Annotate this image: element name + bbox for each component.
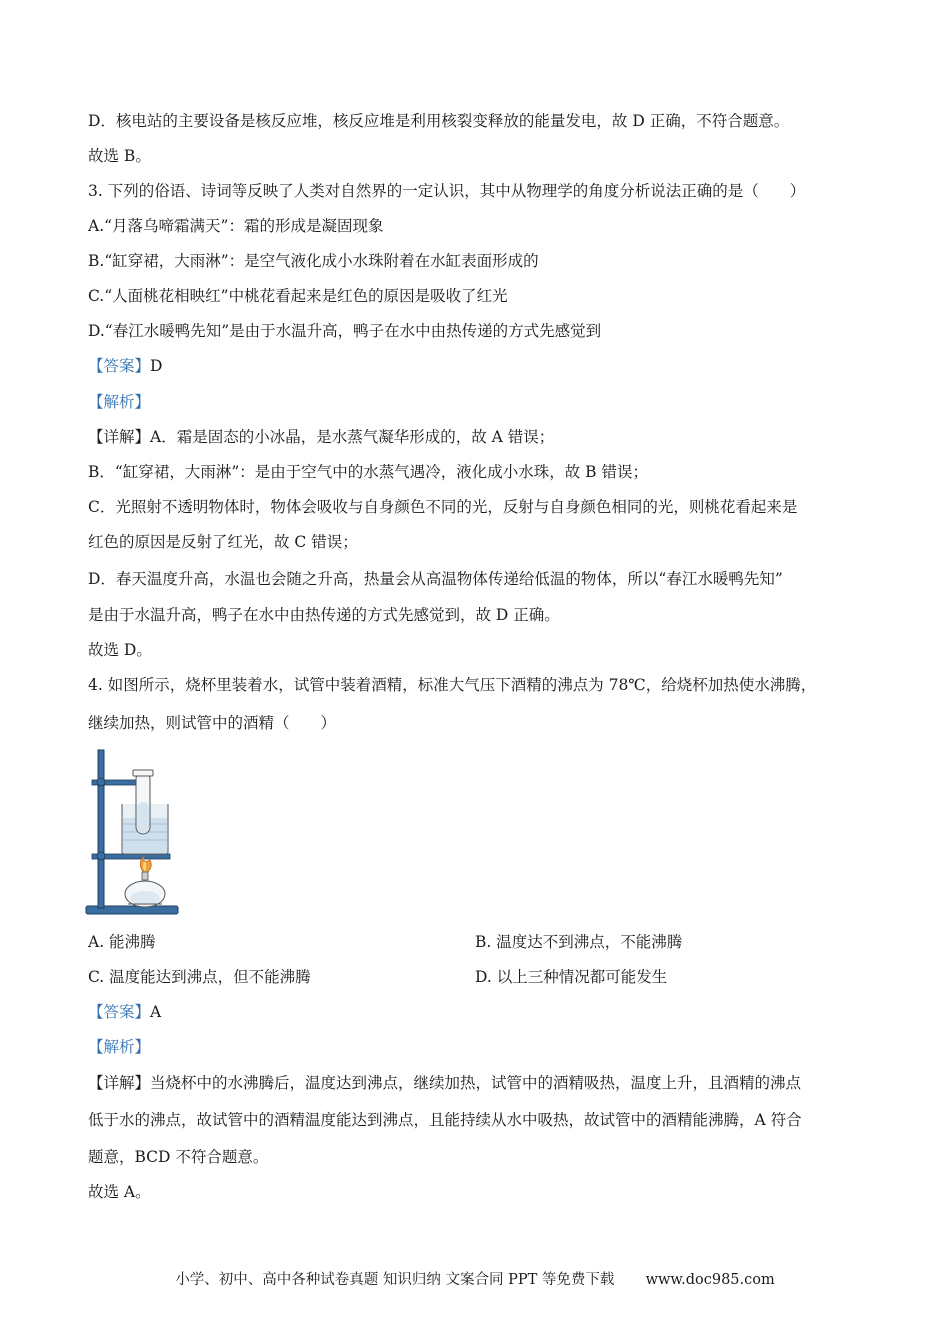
q3-choice: 故选 D。 — [88, 641, 152, 659]
answer-tag: 【答案】 — [88, 357, 151, 375]
q3-detail-line-4: 红色的原因是反射了红光，故 C 错误； — [88, 533, 358, 551]
q4-stem-line-1: 4. 如图所示，烧杯里装着水，试管中装着酒精，标准大气压下酒精的沸点为 78℃，给烧杯加热使水沸腾， — [88, 676, 817, 694]
q3-stem: 3. 下列的俗语、诗词等反映了人类对自然界的一定认识，其中从物理学的角度分析说法正确的是（ ） — [88, 182, 806, 200]
analysis-tag: 【解析】 — [88, 393, 151, 411]
q4-detail-text-1: 当烧杯中的水沸腾后，温度达到沸点，继续加热，试管中的酒精吸热，温度上升，且酒精的沸点 — [150, 1074, 802, 1092]
q2-choice: 故选 B。 — [88, 147, 151, 165]
detail-tag: 【详解】 — [88, 1074, 151, 1092]
q4-stem-line-2: 继续加热，则试管中的酒精（ ） — [88, 714, 337, 732]
q3-detail-line-2: B．“缸穿裙，大雨淋”：是由于空气中的水蒸气遇冷，液化成小水珠，故 B 错误； — [88, 463, 648, 481]
q4-option-c: C. 温度能达到沸点，但不能沸腾 — [88, 968, 311, 986]
q4-answer-line — [88, 1002, 161, 1022]
q3-detail-text-1: A．霜是固态的小冰晶，是水蒸气凝华形成的，故 A 错误； — [150, 428, 555, 446]
q3-detail-line-6: 是由于水温升高，鸭子在水中由热传递的方式先感觉到，故 D 正确。 — [88, 606, 560, 624]
q3-option-c: C.“人面桃花相映红”中桃花看起来是红色的原因是吸收了红光 — [88, 287, 508, 305]
q3-analysis-line — [88, 392, 150, 412]
q4-answer: A — [150, 1003, 162, 1021]
q4-option-b: B. 温度达不到沸点，不能沸腾 — [475, 933, 683, 951]
footer-text: 小学、初中、高中各种试卷真题 知识归纳 文案合同 PPT 等免费下载 — [175, 1272, 615, 1288]
q4-choice: 故选 A。 — [88, 1183, 151, 1201]
q3-option-d: D.“春江水暖鸭先知”是由于水温升高，鸭子在水中由热传递的方式先感觉到 — [88, 322, 602, 340]
q3-option-a: A.“月落乌啼霜满天”：霜的形成是凝固现象 — [88, 217, 384, 235]
page-footer — [0, 1270, 950, 1290]
analysis-tag: 【解析】 — [88, 1038, 151, 1056]
answer-tag: 【答案】 — [88, 1003, 151, 1021]
q4-detail-line-1 — [88, 1073, 801, 1093]
test-tube-alcohol — [137, 802, 149, 833]
detail-tag: 【详解】 — [88, 428, 151, 446]
q4-option-d: D. 以上三种情况都可能发生 — [475, 968, 668, 986]
q4-detail-line-3: 题意，BCD 不符合题意。 — [88, 1148, 269, 1166]
stand-pole — [98, 750, 104, 908]
q3-option-b: B.“缸穿裙，大雨淋”：是空气液化成小水珠附着在水缸表面形成的 — [88, 252, 539, 270]
q3-detail-line-1 — [88, 427, 554, 447]
beaker-test-tube-heating-figure — [84, 748, 184, 918]
q4-detail-line-2: 低于水的沸点，故试管中的酒精温度能达到沸点，且能持续从水中吸热，故试管中的酒精能沸腾，A 符合 — [88, 1111, 802, 1129]
q2-option-d-explanation: D．核电站的主要设备是核反应堆，核反应堆是利用核裂变释放的能量发电，故 D 正确，不符合题意。 — [88, 112, 790, 130]
q3-detail-line-5: D．春天温度升高，水温也会随之升高，热量会从高温物体传递给低温的物体，所以“春江水暖鸭先知” — [88, 570, 783, 588]
footer-url[interactable]: www.doc985.com — [645, 1272, 775, 1288]
q3-answer-line — [88, 356, 162, 376]
q3-detail-line-3: C．光照射不透明物体时，物体会吸收与自身颜色不同的光，反射与自身颜色相同的光，则桃花看起来是 — [88, 498, 798, 516]
q4-option-a: A. 能沸腾 — [88, 933, 156, 951]
q4-analysis-line — [88, 1037, 150, 1057]
q3-answer: D — [150, 357, 163, 375]
